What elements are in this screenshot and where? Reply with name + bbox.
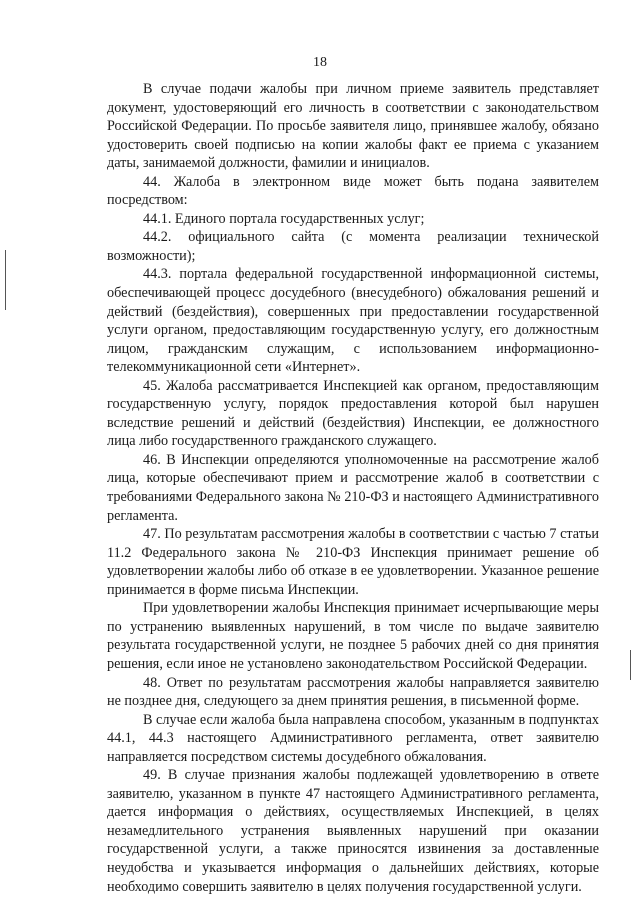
paragraph-49: 49. В случае признания жалобы подлежащей удовлетворению в ответе заявителю, указанном в пункте 47 настоящего Административного регламента, дается информация о действиях, осуществляемых Инспекцией, в целях незамедлительного устранения выявленных нарушений при оказании государственной услуги, а также приносятся извинения за доставленные неудобства и указывается информация о дальнейших действиях, которые необходимо совершить заявителю в целях получения государственной услуги. [107,767,599,895]
paragraph-47-satisfaction: При удовлетворении жалобы Инспекция принимает исчерпывающие меры по устранению выявленных нарушений, в том числе по выдаче заявителю результата государственной услуги, не позднее 5 рабочих дней со дня принятия решения, если иное не установлено законодательством Российской Федерации. [107,600,599,672]
paragraph-44: 44. Жалоба в электронном виде может быть подана заявителем посредством: [107,173,599,209]
document-body [107,80,599,896]
page-number: 18 [313,55,327,70]
paragraph-45: 45. Жалоба рассматривается Инспекцией как органом, предоставляющим государственную услугу, порядок предоставления которой был нарушен вследствие решений и действий (бездействия) Инспекции, ее должностного лица либо государственного гражданского служащего. [107,377,599,450]
paragraph-46: 46. В Инспекции определяются уполномоченные на рассмотрение жалоб лица, которые обеспечивают прием и рассмотрение жалоб в соответствии с требованиями Федерального закона № 210-ФЗ и настоящего Административного регламента. [107,451,599,524]
paragraph-personal-reception: В случае подачи жалобы при личном приеме заявитель представляет документ, удостоверяющий его личность в соответствии с законодательством Российской Федерации. По просьбе заявителя лицо, принявшее жалобу, обязано удостоверить своей подписью на копии жалобы факт ее приема с указанием даты, занимаемой должности, фамилии и инициалов. [107,81,599,172]
paragraph-44-1: 44.1. Единого портала государственных услуг; [143,210,425,227]
paragraph-47: 47. По результатам рассмотрения жалобы в соответствии с частью 7 статьи 11.2 Федерального закона № 210-ФЗ Инспекция принимает решение об удовлетворении жалобы либо об отказе в ее удовлетворении. Указанное решение принимается в форме письма Инспекции. [107,526,599,598]
paragraph-44-3: 44.3. портала федеральной государственной информационной системы, обеспечивающей процесс досудебного (внесудебного) обжалования решений и действий (бездействия), совершенных при предоставлении государственной услуги органом, предоставляющим государственную услугу, его должностным лицом, гражданским служащим, с использованием информационно-телекоммуникационной сети «Интернет». [107,266,599,376]
paragraph-48: 48. Ответ по результатам рассмотрения жалобы направляется заявителю не позднее дня, следующего за днем принятия решения, в письменной форме. [107,674,599,710]
scan-margin-mark-left [5,250,6,310]
scan-margin-mark-right [630,650,631,680]
paragraph-48-method: В случае если жалоба была направлена способом, указанным в подпунктах 44.1, 44.3 настоящего Административного регламента, ответ заявителю направляется посредством системы досудебного обжалования. [107,711,599,765]
paragraph-44-2: 44.2. официального сайта (с момента реализации технической возможности); [107,229,599,264]
